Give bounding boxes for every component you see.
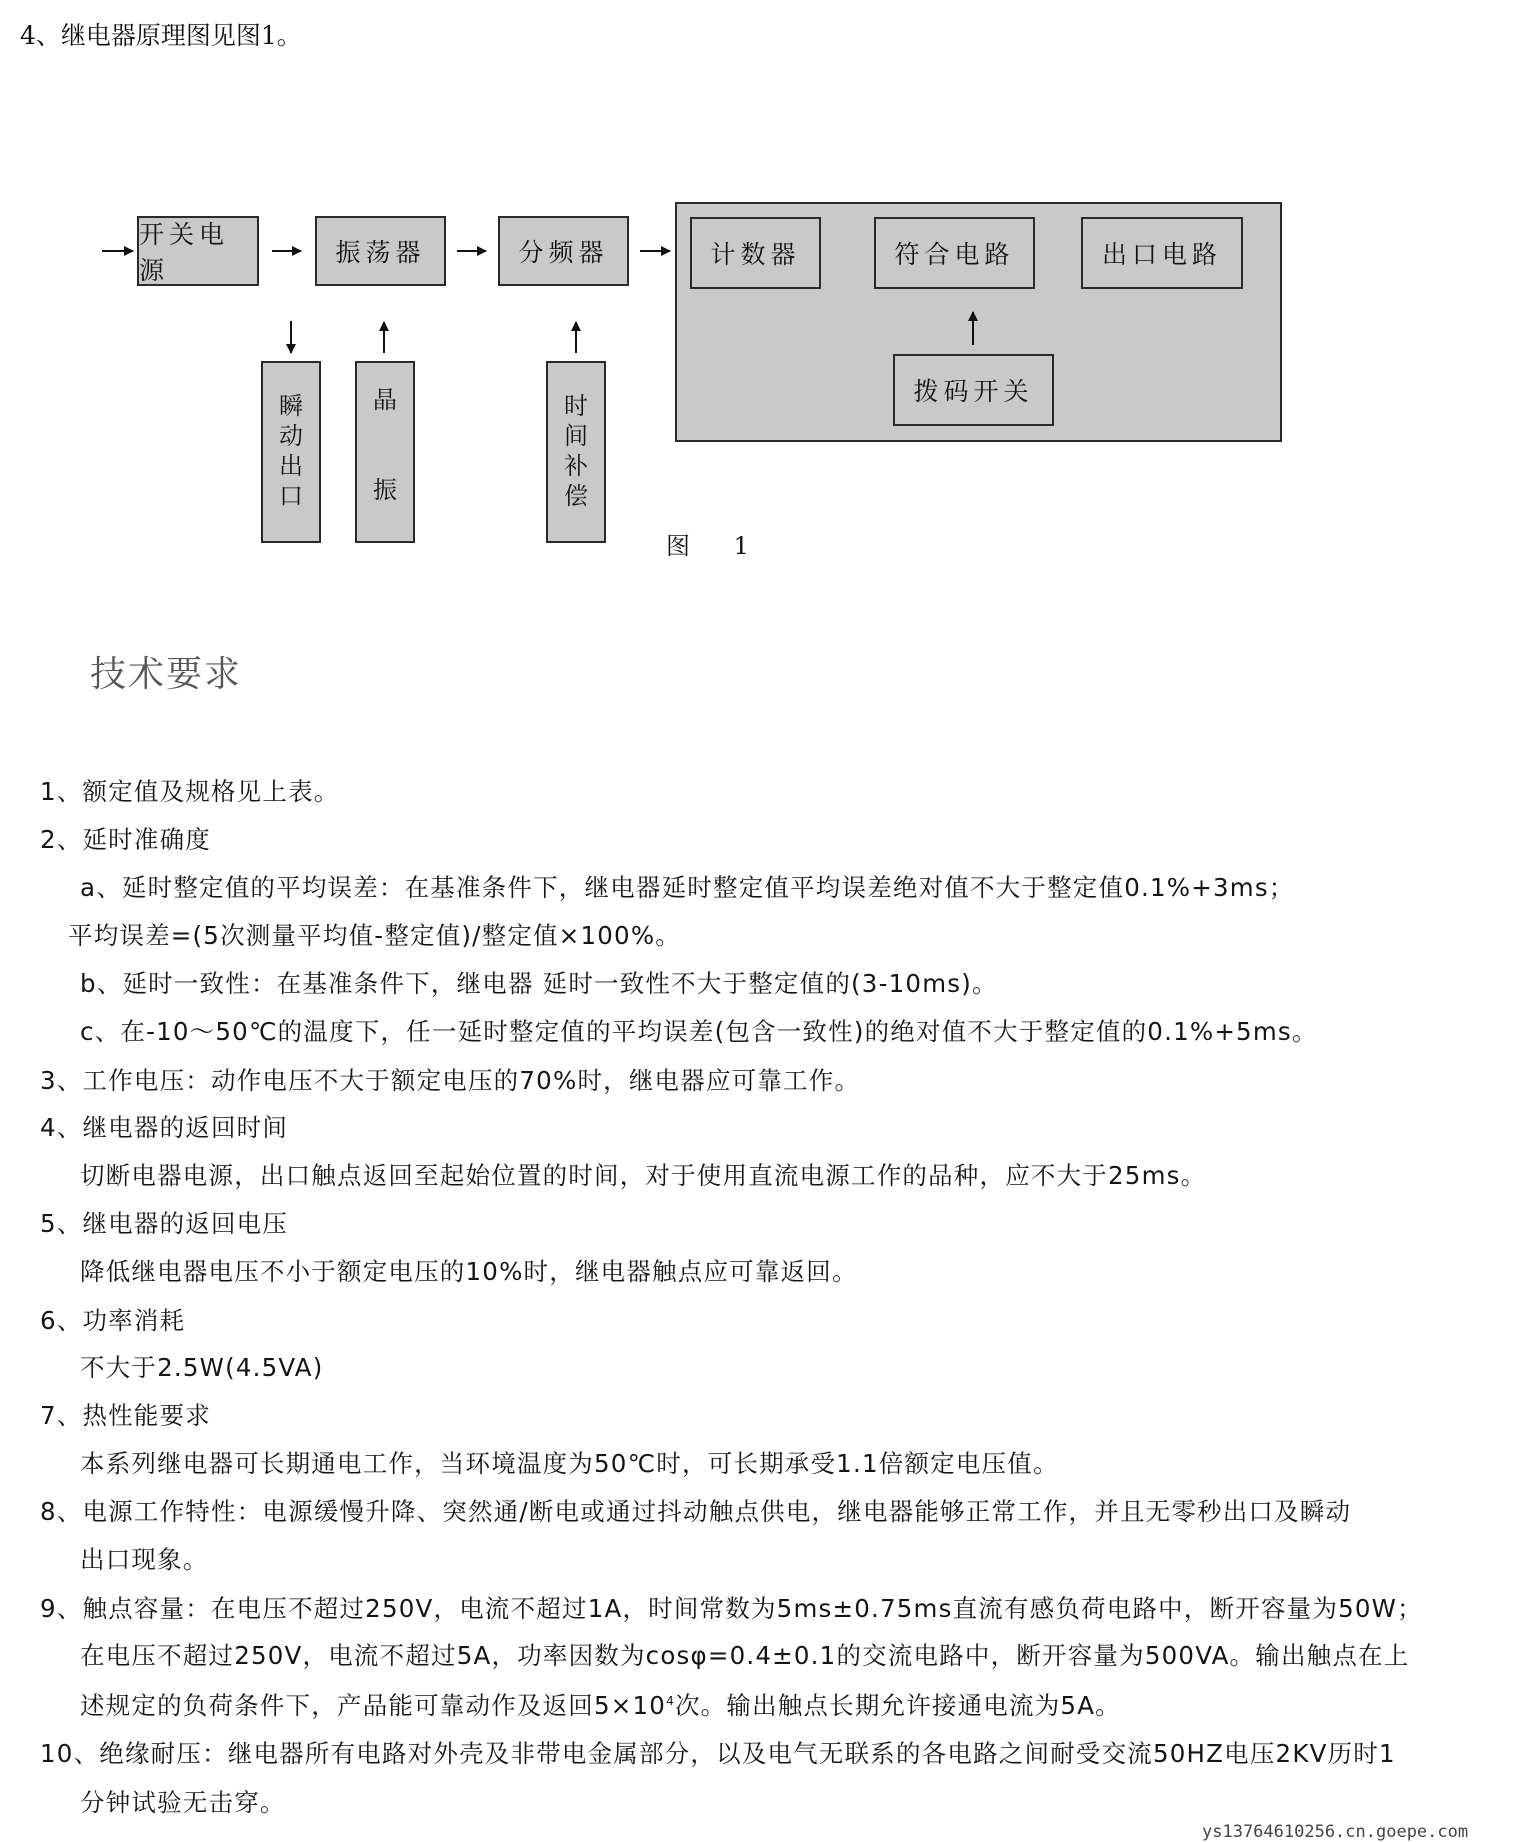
list-item: 9、触点容量：在电压不超过250V，电流不超过1A，时间常数为5ms±0.75ms直流有感负荷电路中，断开容量为50W； — [40, 1594, 1423, 1623]
list-item: 8、电源工作特性：电源缓慢升降、突然通/断电或通过抖动触点供电，继电器能够正常工作，并且无零秒出口及瞬动 — [40, 1497, 1352, 1526]
block-char: 出 — [279, 452, 303, 480]
figure-caption: 图 1 — [666, 532, 767, 560]
list-item: 1、额定值及规格见上表。 — [40, 777, 340, 806]
block-char: 动 — [279, 422, 303, 450]
list-item: 5、继电器的返回电压 — [40, 1209, 289, 1238]
block-counter: 计数器 — [690, 217, 821, 289]
list-item: 3、工作电压：动作电压不大于额定电压的70%时，继电器应可靠工作。 — [40, 1066, 861, 1095]
list-item: 10、绝缘耐压：继电器所有电路对外壳及非带电金属部分，以及电气无联系的各电路之间耐受交流50HZ电压2KV历时1 — [40, 1739, 1396, 1768]
list-item: 在电压不超过250V，电流不超过5A，功率因数为cosφ=0.4±0.1的交流电路中，断开容量为500VA。输出触点在上 — [80, 1641, 1410, 1670]
block-switching-power: 开关电源 — [137, 216, 259, 286]
block-frequency-divider: 分频器 — [498, 216, 629, 286]
list-item: a、延时整定值的平均误差：在基准条件下，继电器延时整定值平均误差绝对值不大于整定值0.1%+3ms； — [80, 873, 1295, 902]
list-item: 本系列继电器可长期通电工作，当环境温度为50℃时，可长期承受1.1倍额定电压值。 — [80, 1449, 1059, 1478]
list-item-text: 次。输出触点长期允许接通电流为5A。 — [674, 1691, 1121, 1720]
list-item: 不大于2.5W(4.5VA) — [80, 1353, 324, 1382]
list-item: 6、功率消耗 — [40, 1306, 186, 1335]
list-item: b、延时一致性：在基准条件下，继电器 延时一致性不大于整定值的(3-10ms)。 — [80, 969, 998, 998]
list-item: 分钟试验无击穿。 — [80, 1788, 286, 1817]
diagram-arrows — [0, 0, 1513, 600]
list-item: c、在-10～50℃的温度下，任一延时整定值的平均误差(包含一致性)的绝对值不大于整定值的0.1%+5ms。 — [80, 1017, 1318, 1046]
block-oscillator: 振荡器 — [315, 216, 446, 286]
list-item: 降低继电器电压不小于额定电压的10%时，继电器触点应可靠返回。 — [80, 1257, 858, 1286]
superscript-exponent: 4 — [666, 1693, 675, 1708]
block-dip-switch: 拨码开关 — [893, 354, 1054, 426]
block-char: 间 — [564, 422, 588, 450]
block-char: 补 — [564, 452, 588, 480]
section-title: 技术要求 — [90, 654, 243, 695]
list-item: 4、继电器的返回时间 — [40, 1113, 289, 1142]
list-item: 2、延时准确度 — [40, 825, 211, 854]
section-heading-figure-ref: 4、继电器原理图见图1。 — [20, 21, 302, 50]
list-item: 平均误差=(5次测量平均值-整定值)/整定值×100%。 — [68, 921, 681, 950]
block-char: 晶 — [373, 386, 397, 414]
list-item: 出口现象。 — [80, 1545, 209, 1574]
block-coincidence-circuit: 符合电路 — [874, 217, 1035, 289]
block-output-circuit: 出口电路 — [1081, 217, 1243, 289]
block-char: 瞬 — [279, 392, 303, 420]
list-item: 切断电器电源，出口触点返回至起始位置的时间，对于使用直流电源工作的品种，应不大于25ms。 — [80, 1161, 1207, 1190]
list-item: 7、热性能要求 — [40, 1401, 211, 1430]
list-item — [80, 1687, 1121, 1722]
block-char: 口 — [279, 482, 303, 510]
watermark: ys13764610256.cn.goepe.com — [1202, 1822, 1469, 1842]
block-char: 偿 — [564, 482, 588, 510]
block-char: 时 — [564, 392, 588, 420]
list-item-text: 述规定的负荷条件下，产品能可靠动作及返回5×10 — [80, 1691, 667, 1720]
block-char: 振 — [373, 476, 397, 504]
